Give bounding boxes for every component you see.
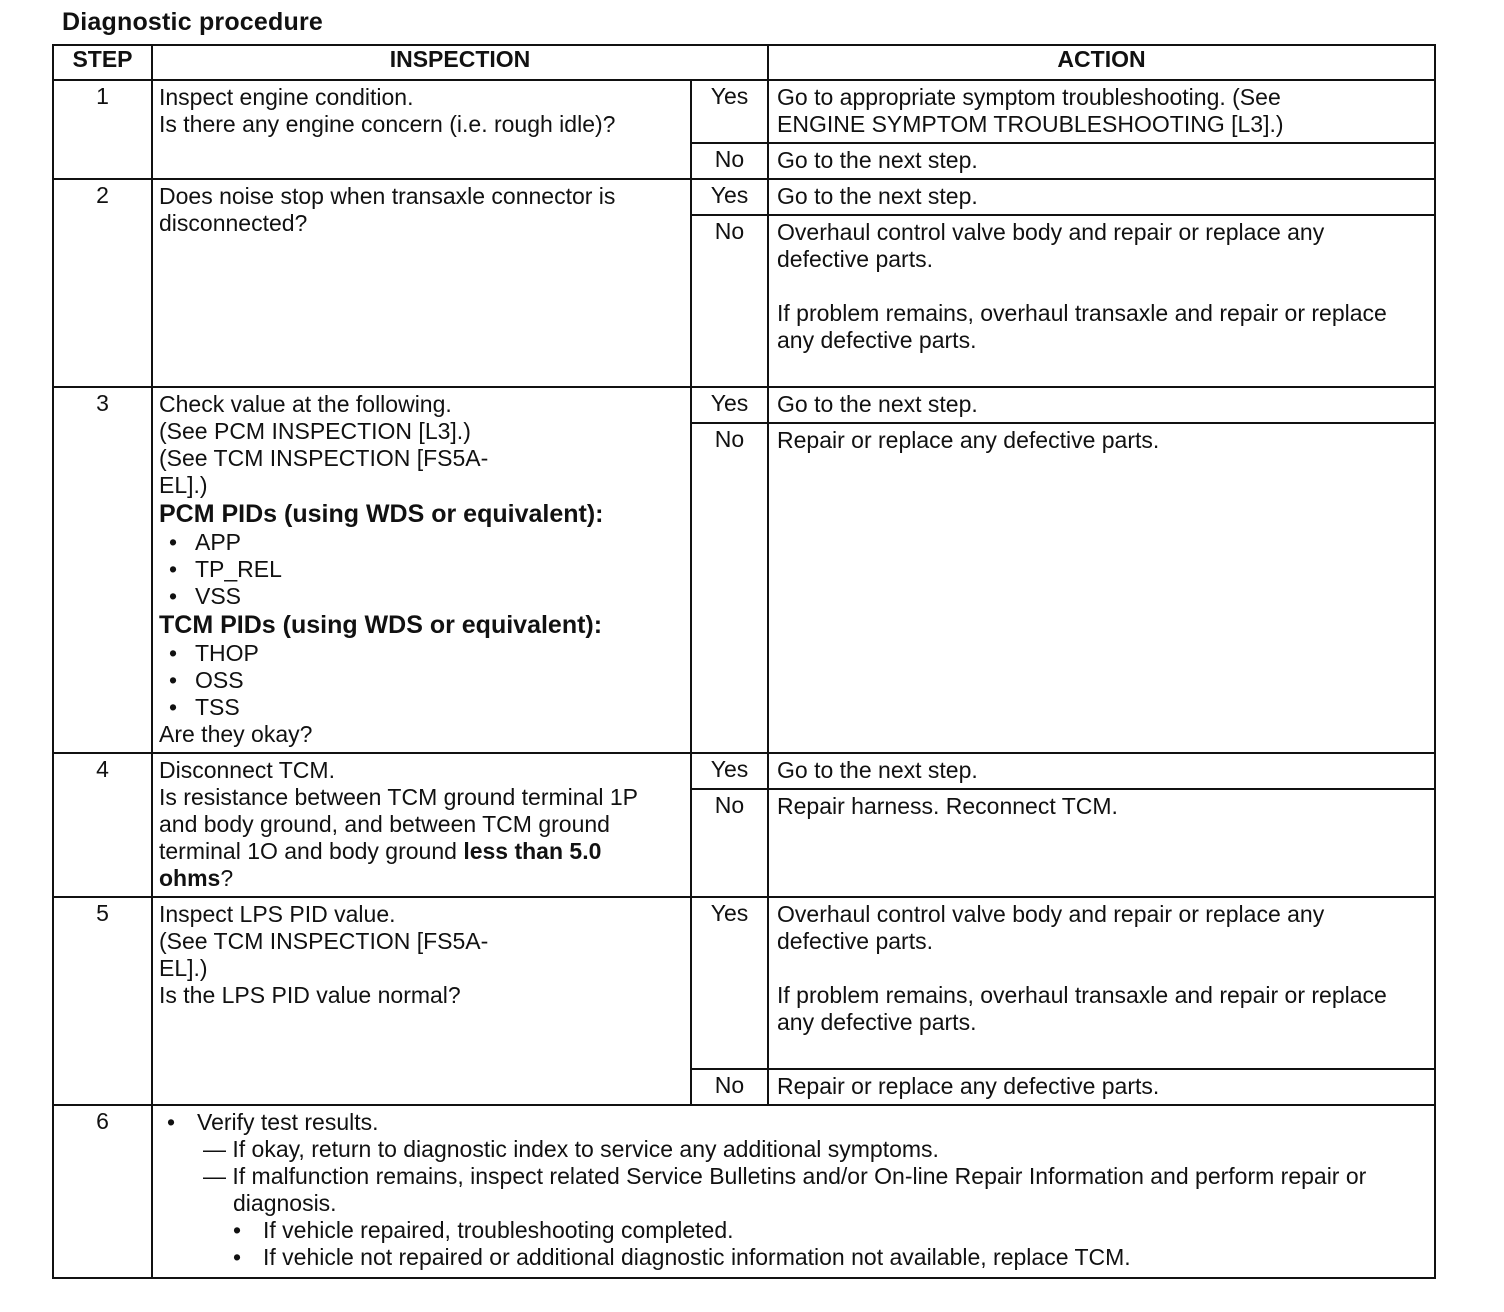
yes-action xyxy=(768,179,1435,215)
action-line: Repair harness. Reconnect TCM. xyxy=(777,793,1118,819)
inspection-line: Disconnect TCM. xyxy=(159,757,335,783)
action-line: If problem remains, overhaul transaxle and repair or replace xyxy=(777,300,1387,326)
dash-text: If malfunction remains, inspect related Service Bulletins and/or On-line Repair Information and perform repair or diagnosis. xyxy=(232,1163,1367,1216)
action-line: Go to appropriate symptom troubleshooting. (See xyxy=(777,84,1281,110)
no-action xyxy=(768,215,1435,387)
inspection-line: Inspect LPS PID value. xyxy=(159,901,396,927)
inspection-line: EL].) xyxy=(159,472,208,498)
yes-action xyxy=(768,80,1435,143)
sub-bullet-1: • If vehicle repaired, troubleshooting completed. xyxy=(233,1217,734,1243)
no-action xyxy=(768,1069,1435,1105)
pid-item: • TP_REL xyxy=(169,556,684,583)
verify-text: Verify test results. xyxy=(197,1109,379,1135)
action-line: Go to the next step. xyxy=(777,391,978,417)
pcm-pids-heading: PCM PIDs (using WDS or equivalent): xyxy=(159,500,604,528)
yes-action xyxy=(768,387,1435,423)
step-1-yes-row xyxy=(53,80,1435,143)
yes-label: Yes xyxy=(691,753,768,789)
no-label: No xyxy=(691,215,768,387)
inspection-line: Is there any engine concern (i.e. rough idle)? xyxy=(159,111,616,137)
pid-item: • VSS xyxy=(169,583,684,610)
step-header: STEP xyxy=(53,45,152,80)
inspection-line: (See TCM INSPECTION [FS5A- xyxy=(159,445,489,471)
inspection-line: Check value at the following. xyxy=(159,391,452,417)
action-line: Go to the next step. xyxy=(777,757,978,783)
action-line: Repair or replace any defective parts. xyxy=(777,1073,1160,1099)
step-2-yes-row xyxy=(53,179,1435,215)
step-number: 2 xyxy=(53,179,152,387)
step-6-row xyxy=(53,1105,1435,1278)
inspection-question: Are they okay? xyxy=(159,721,313,747)
step-inspection xyxy=(152,179,691,387)
no-label: No xyxy=(691,143,768,179)
inspection-line: Is resistance between TCM ground terminal 1P xyxy=(159,784,638,810)
no-label: No xyxy=(691,1069,768,1105)
inspection-line: EL].) xyxy=(159,955,208,981)
step-3-yes-row xyxy=(53,387,1435,423)
inspection-line: Inspect engine condition. xyxy=(159,84,414,110)
step-6-content xyxy=(152,1105,1435,1278)
action-line: Overhaul control valve body and repair or replace any xyxy=(777,901,1325,927)
action-line: defective parts. xyxy=(777,246,933,272)
step-number: 1 xyxy=(53,80,152,179)
yes-label: Yes xyxy=(691,80,768,143)
step-number: 4 xyxy=(53,753,152,897)
tcm-pids-heading: TCM PIDs (using WDS or equivalent): xyxy=(159,611,603,639)
inspection-emphasis: less than 5.0 xyxy=(463,838,602,864)
step-5-yes-row xyxy=(53,897,1435,1069)
action-line: If problem remains, overhaul transaxle and repair or replace xyxy=(777,982,1387,1008)
step-number: 6 xyxy=(53,1105,152,1278)
inspection-header: INSPECTION xyxy=(152,45,768,80)
sub-bullet-2: • If vehicle not repaired or additional diagnostic information not available, replace TCM. xyxy=(233,1244,1131,1270)
pid-item: • APP xyxy=(169,529,684,556)
no-action xyxy=(768,423,1435,753)
yes-label: Yes xyxy=(691,897,768,1069)
sub-bullet-text: If vehicle not repaired or additional diagnostic information not available, replace TCM. xyxy=(263,1244,1131,1270)
pid-item: • THOP xyxy=(169,640,684,667)
step-number: 5 xyxy=(53,897,152,1105)
action-line: any defective parts. xyxy=(777,1009,977,1035)
action-header: ACTION xyxy=(768,45,1435,80)
yes-label: Yes xyxy=(691,179,768,215)
inspection-line: and body ground, and between TCM ground xyxy=(159,811,610,837)
no-action xyxy=(768,143,1435,179)
action-line: defective parts. xyxy=(777,928,933,954)
action-line: Repair or replace any defective parts. xyxy=(777,427,1160,453)
action-line: ENGINE SYMPTOM TROUBLESHOOTING [L3].) xyxy=(777,111,1284,137)
step-inspection xyxy=(152,80,691,179)
inspection-line xyxy=(159,838,684,865)
verify-bullet: • Verify test results. xyxy=(167,1109,379,1135)
no-label: No xyxy=(691,423,768,753)
step-4-yes-row xyxy=(53,753,1435,789)
dash-text: If okay, return to diagnostic index to service any additional symptoms. xyxy=(232,1136,939,1162)
inspection-line: Is the LPS PID value normal? xyxy=(159,982,461,1008)
inspection-text: terminal 1O and body ground xyxy=(159,838,464,864)
header-row xyxy=(53,45,1435,80)
result-dash-1: — If okay, return to diagnostic index to service any additional symptoms. xyxy=(203,1136,939,1162)
yes-label: Yes xyxy=(691,387,768,423)
action-line: Go to the next step. xyxy=(777,147,978,173)
action-line: Go to the next step. xyxy=(777,183,978,209)
step-inspection xyxy=(152,897,691,1105)
step-inspection xyxy=(152,387,691,753)
pcm-pid-list xyxy=(159,529,684,610)
inspection-emphasis: ohms xyxy=(159,865,221,891)
page-title: Diagnostic procedure xyxy=(62,8,323,36)
action-line: any defective parts. xyxy=(777,327,977,353)
inspection-line xyxy=(159,865,684,892)
pid-item: • OSS xyxy=(169,667,684,694)
no-action xyxy=(768,789,1435,897)
yes-action xyxy=(768,897,1435,1069)
yes-action xyxy=(768,753,1435,789)
result-dash-2: — If malfunction remains, inspect related Service Bulletins and/or On-line Repair Information and perform repair or diagnosis. xyxy=(203,1163,1367,1216)
diagnostic-table xyxy=(52,44,1436,1279)
step-inspection xyxy=(152,753,691,897)
pid-item: • TSS xyxy=(169,694,684,721)
inspection-line: (See TCM INSPECTION [FS5A- xyxy=(159,928,489,954)
no-label: No xyxy=(691,789,768,897)
sub-bullet-text: If vehicle repaired, troubleshooting completed. xyxy=(263,1217,734,1243)
inspection-line: (See PCM INSPECTION [L3].) xyxy=(159,418,471,444)
inspection-text: ? xyxy=(220,865,234,891)
step-number: 3 xyxy=(53,387,152,753)
action-line: Overhaul control valve body and repair or replace any xyxy=(777,219,1325,245)
inspection-line: disconnected? xyxy=(159,210,308,236)
tcm-pid-list xyxy=(159,640,684,721)
inspection-line: Does noise stop when transaxle connector is xyxy=(159,183,616,209)
